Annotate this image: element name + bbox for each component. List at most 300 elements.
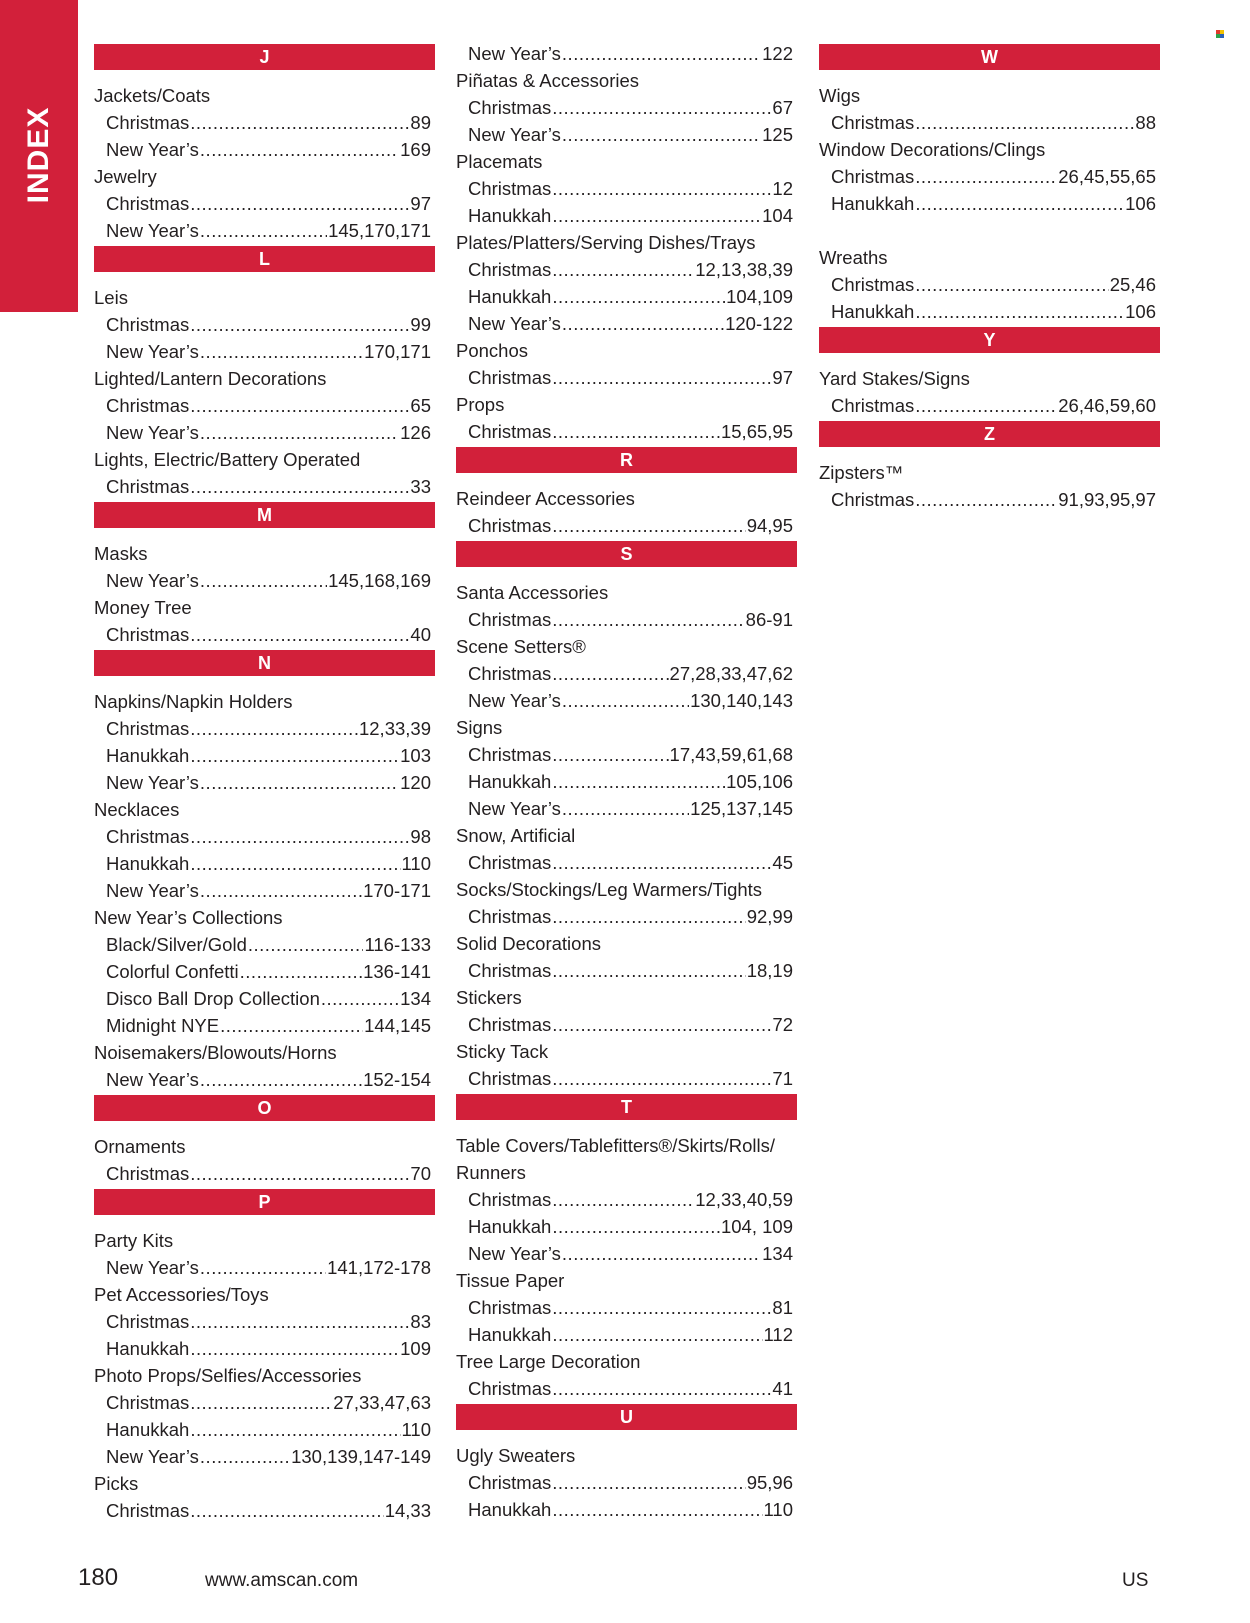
dot-leader [248, 931, 364, 958]
index-subentry [819, 190, 1160, 217]
subentry-label: New Year’s [106, 570, 199, 591]
index-heading: Scene Setters® [456, 636, 586, 657]
page-references: 45 [772, 852, 793, 873]
dot-leader [190, 190, 409, 217]
subentry-label: Christmas [468, 97, 552, 118]
page-references: 33 [410, 476, 431, 497]
page-references: 120 [400, 772, 431, 793]
index-heading: Jewelry [94, 166, 157, 187]
dot-leader [562, 687, 689, 714]
subentry-label: New Year’s [106, 220, 199, 241]
dot-leader [200, 1443, 290, 1470]
corner-color-mark [1216, 30, 1224, 38]
subentry-label: Christmas [106, 1392, 190, 1413]
page-references: 145,168,169 [328, 570, 431, 591]
index-subentry [94, 823, 435, 850]
page-references: 125 [762, 124, 793, 145]
page-references: 110 [763, 1499, 793, 1520]
page-references: 26,45,55,65 [1058, 166, 1156, 187]
index-subentry [94, 1308, 435, 1335]
index-heading: Leis [94, 287, 128, 308]
letter-section-bar: S [456, 541, 797, 567]
index-subentry [94, 931, 435, 958]
entry-gap [819, 217, 1160, 244]
subentry-label: Colorful Confetti [106, 961, 239, 982]
index-subentry [456, 1469, 797, 1496]
dot-leader [552, 1496, 762, 1523]
subentry-label: Hanukkah [468, 286, 552, 307]
dot-leader [552, 512, 745, 539]
dot-leader [190, 109, 409, 136]
index-subentry [94, 1335, 435, 1362]
dot-leader [190, 715, 358, 742]
subentry-label: Hanukkah [831, 193, 915, 214]
index-subentry [456, 795, 797, 822]
index-subentry [456, 768, 797, 795]
index-heading: Sticky Tack [456, 1041, 549, 1062]
index-heading: Money Tree [94, 597, 192, 618]
page-references: 141,172-178 [327, 1257, 431, 1278]
subentry-label: Christmas [106, 395, 190, 416]
subentry-label: Christmas [106, 718, 190, 739]
dot-leader [915, 190, 1124, 217]
subentry-label: New Year’s [468, 313, 561, 334]
index-subentry [94, 1389, 435, 1416]
letter-section-bar: R [456, 447, 797, 473]
letter-section-bar: O [94, 1095, 435, 1121]
index-subentry [456, 1065, 797, 1092]
subentry-label: Hanukkah [468, 771, 552, 792]
dot-leader [915, 163, 1057, 190]
index-column-2 [456, 40, 797, 1523]
index-subentry [456, 687, 797, 714]
index-subentry [94, 715, 435, 742]
page-references: 98 [410, 826, 431, 847]
dot-leader [200, 136, 399, 163]
index-subentry [456, 1240, 797, 1267]
dot-leader [915, 109, 1134, 136]
page-references: 12 [772, 178, 793, 199]
index-heading: Socks/Stockings/Leg Warmers/Tights [456, 879, 763, 900]
index-subentry [94, 109, 435, 136]
index-subentry [456, 1294, 797, 1321]
dot-leader [915, 486, 1057, 513]
dot-leader [190, 621, 409, 648]
page-references: 89 [410, 112, 431, 133]
index-heading: Yard Stakes/Signs [819, 368, 970, 389]
index-subentry [94, 311, 435, 338]
letter-section-bar: Y [819, 327, 1160, 353]
dot-leader [552, 903, 745, 930]
page-references: 130,139,147-149 [291, 1446, 431, 1467]
index-subentry [456, 418, 797, 445]
dot-leader [552, 418, 720, 445]
index-heading: Ugly Sweaters [456, 1445, 576, 1466]
index-subentry [94, 621, 435, 648]
subentry-label: Christmas [468, 259, 552, 280]
dot-leader [200, 217, 327, 244]
dot-leader [552, 175, 771, 202]
subentry-label: Christmas [468, 1472, 552, 1493]
dot-leader [200, 419, 399, 446]
page-references: 72 [772, 1014, 793, 1035]
dot-leader [200, 1254, 326, 1281]
dot-leader [552, 606, 744, 633]
index-subentry [94, 1497, 435, 1524]
index-heading: Props [456, 394, 505, 415]
page-references: 106 [1125, 301, 1156, 322]
footer-region: US [1122, 1570, 1149, 1591]
subentry-label: New Year’s [468, 43, 561, 64]
dot-leader [552, 283, 725, 310]
subentry-label: Hanukkah [106, 1338, 190, 1359]
page-references: 170-171 [363, 880, 431, 901]
page-references: 136-141 [363, 961, 431, 982]
page-references: 15,65,95 [720, 421, 793, 442]
page-references: 134 [400, 988, 431, 1009]
index-heading: Snow, Artificial [456, 825, 576, 846]
dot-leader [552, 849, 771, 876]
dot-leader [562, 795, 689, 822]
letter-section-bar: M [94, 502, 435, 528]
page-references: 130,140,143 [690, 690, 793, 711]
page-references: 104,109 [726, 286, 793, 307]
index-heading: Zipsters™ [819, 462, 904, 483]
page-references: 120-122 [725, 313, 793, 334]
subentry-label: Christmas [468, 367, 552, 388]
dot-leader [552, 1294, 771, 1321]
dot-leader [552, 1213, 720, 1240]
letter-section-bar: Z [819, 421, 1160, 447]
subentry-label: Christmas [106, 624, 190, 645]
dot-leader [552, 1011, 771, 1038]
index-subentry [94, 850, 435, 877]
subentry-label: New Year’s [468, 798, 561, 819]
subentry-label: Christmas [468, 744, 552, 765]
page-references: 134 [762, 1243, 793, 1264]
footer-url[interactable]: www.amscan.com [205, 1570, 359, 1591]
index-heading: Noisemakers/Blowouts/Horns [94, 1042, 337, 1063]
index-heading: Party Kits [94, 1230, 174, 1251]
index-heading: New Year’s Collections [94, 907, 283, 928]
dot-leader [552, 1469, 745, 1496]
subentry-label: Hanukkah [106, 853, 190, 874]
index-column-3 [819, 42, 1160, 513]
index-subentry [456, 40, 797, 67]
subentry-label: Christmas [106, 193, 190, 214]
index-subentry [819, 109, 1160, 136]
subentry-label: Christmas [468, 515, 552, 536]
index-heading: Plates/Platters/Serving Dishes/Trays [456, 232, 756, 253]
index-subentry [94, 419, 435, 446]
page-references: 97 [410, 193, 431, 214]
page-references: 17,43,59,61,68 [669, 744, 793, 765]
dot-leader [915, 271, 1108, 298]
index-subentry [456, 310, 797, 337]
page-references: 95,96 [746, 1472, 793, 1493]
subentry-label: Hanukkah [468, 1216, 552, 1237]
dot-leader [200, 877, 362, 904]
index-subentry [819, 298, 1160, 325]
dot-leader [562, 1240, 761, 1267]
subentry-label: New Year’s [106, 1446, 199, 1467]
subentry-label: Christmas [468, 421, 552, 442]
subentry-label: Hanukkah [831, 301, 915, 322]
index-subentry [456, 903, 797, 930]
page-references: 152-154 [363, 1069, 431, 1090]
dot-leader [200, 769, 399, 796]
subentry-label: Hanukkah [468, 205, 552, 226]
page-references: 125,137,145 [690, 798, 793, 819]
dot-leader [190, 823, 409, 850]
page-references: 104, 109 [720, 1216, 793, 1237]
page-references: 116-133 [364, 934, 431, 955]
dot-leader [190, 1389, 332, 1416]
subentry-label: Christmas [468, 663, 552, 684]
subentry-label: New Year’s [106, 1069, 199, 1090]
letter-section-bar: J [94, 44, 435, 70]
dot-leader [552, 957, 745, 984]
index-subentry [456, 121, 797, 148]
dot-leader [552, 364, 771, 391]
index-heading: Jackets/Coats [94, 85, 211, 106]
subentry-label: Christmas [468, 178, 552, 199]
page-references: 40 [410, 624, 431, 645]
index-heading: Wigs [819, 85, 861, 106]
index-subentry [94, 877, 435, 904]
subentry-label: Hanukkah [468, 1499, 552, 1520]
index-heading: Necklaces [94, 799, 180, 820]
page-references: 12,33,39 [358, 718, 431, 739]
index-subentry [819, 486, 1160, 513]
dot-leader [190, 1160, 409, 1187]
index-subentry [456, 741, 797, 768]
page-references: 109 [400, 1338, 431, 1359]
subentry-label: Christmas [831, 395, 915, 416]
index-heading: Ponchos [456, 340, 528, 361]
dot-leader [190, 1497, 383, 1524]
subentry-label: New Year’s [106, 880, 199, 901]
page-references: 27,28,33,47,62 [669, 663, 793, 684]
dot-leader [190, 1416, 400, 1443]
page-references: 67 [772, 97, 793, 118]
index-heading: Table Covers/Tablefitters®/Skirts/Rolls/ [456, 1135, 775, 1156]
index-subentry [456, 1321, 797, 1348]
dot-leader [552, 660, 668, 687]
index-subentry [456, 512, 797, 539]
letter-section-bar: N [94, 650, 435, 676]
index-heading: Picks [94, 1473, 139, 1494]
letter-section-bar: U [456, 1404, 797, 1430]
subentry-label: New Year’s [468, 124, 561, 145]
page-references: 92,99 [746, 906, 793, 927]
dot-leader [562, 121, 761, 148]
index-subentry [456, 1186, 797, 1213]
dot-leader [200, 338, 363, 365]
index-heading: Photo Props/Selfies/Accessories [94, 1365, 362, 1386]
page-references: 86-91 [745, 609, 793, 630]
index-subentry [819, 392, 1160, 419]
index-subentry [94, 958, 435, 985]
subentry-label: Christmas [831, 166, 915, 187]
subentry-label: Christmas [106, 1500, 190, 1521]
index-subentry [94, 136, 435, 163]
index-heading: Solid Decorations [456, 933, 601, 954]
index-subentry [819, 163, 1160, 190]
subentry-label: Christmas [831, 274, 915, 295]
index-subentry [456, 660, 797, 687]
page-references: 27,33,47,63 [333, 1392, 431, 1413]
dot-leader [552, 741, 668, 768]
index-subentry [94, 338, 435, 365]
page-references: 106 [1125, 193, 1156, 214]
index-subentry [456, 957, 797, 984]
index-subentry [456, 1011, 797, 1038]
page-references: 41 [772, 1378, 793, 1399]
index-heading: Lights, Electric/Battery Operated [94, 449, 361, 470]
subentry-label: Christmas [106, 314, 190, 335]
letter-section-bar: T [456, 1094, 797, 1120]
subentry-label: Christmas [831, 489, 915, 510]
subentry-label: Midnight NYE [106, 1015, 220, 1036]
page-references: 145,170,171 [328, 220, 431, 241]
letter-section-bar: W [819, 44, 1160, 70]
index-subentry [456, 1213, 797, 1240]
subentry-label: Disco Ball Drop Collection [106, 988, 320, 1009]
index-heading: Stickers [456, 987, 522, 1008]
page-references: 71 [772, 1068, 793, 1089]
subentry-label: Christmas [468, 1068, 552, 1089]
subentry-label: Hanukkah [106, 1419, 190, 1440]
page-references: 112 [763, 1324, 793, 1345]
subentry-label: New Year’s [468, 1243, 561, 1264]
dot-leader [552, 256, 694, 283]
index-subentry [456, 849, 797, 876]
subentry-label: Christmas [468, 1378, 552, 1399]
index-heading: Santa Accessories [456, 582, 609, 603]
subentry-label: Christmas [106, 1163, 190, 1184]
page-references: 88 [1135, 112, 1156, 133]
subentry-label: New Year’s [468, 690, 561, 711]
index-column-1 [94, 42, 435, 1524]
subentry-label: Hanukkah [106, 745, 190, 766]
page-references: 65 [410, 395, 431, 416]
subentry-label: Christmas [106, 476, 190, 497]
page-references: 18,19 [746, 960, 793, 981]
page-number: 180 [78, 1564, 119, 1591]
page-references: 81 [772, 1297, 793, 1318]
dot-leader [190, 742, 399, 769]
index-subentry [94, 769, 435, 796]
dot-leader [190, 311, 409, 338]
index-subentry [94, 1416, 435, 1443]
dot-leader [552, 94, 771, 121]
page-references: 12,33,40,59 [695, 1189, 793, 1210]
subentry-label: Christmas [468, 1014, 552, 1035]
index-subentry [94, 1443, 435, 1470]
subentry-label: Christmas [468, 609, 552, 630]
index-heading: Window Decorations/Clings [819, 139, 1046, 160]
subentry-label: Hanukkah [468, 1324, 552, 1345]
dot-leader [552, 1186, 694, 1213]
page-references: 14,33 [384, 1500, 431, 1521]
subentry-label: New Year’s [106, 772, 199, 793]
index-heading: Tree Large Decoration [456, 1351, 641, 1372]
subentry-label: Christmas [468, 852, 552, 873]
dot-leader [190, 1335, 399, 1362]
index-subentry [456, 283, 797, 310]
index-subentry [94, 1160, 435, 1187]
page-references: 144,145 [364, 1015, 431, 1036]
subentry-label: Christmas [831, 112, 915, 133]
subentry-label: Christmas [106, 1311, 190, 1332]
index-heading: Pet Accessories/Toys [94, 1284, 269, 1305]
dot-leader [321, 985, 399, 1012]
letter-section-bar: L [94, 246, 435, 272]
index-tab-label: INDEX [22, 106, 55, 204]
page-references: 105,106 [726, 771, 793, 792]
page-references: 110 [401, 1419, 431, 1440]
page-references: 94,95 [746, 515, 793, 536]
index-heading: Lighted/Lantern Decorations [94, 368, 327, 389]
page-references: 122 [762, 43, 793, 64]
index-subentry [456, 1496, 797, 1523]
index-subentry [94, 392, 435, 419]
page-references: 91,93,95,97 [1058, 489, 1156, 510]
index-heading: Reindeer Accessories [456, 488, 635, 509]
page-references: 12,13,38,39 [695, 259, 793, 280]
page-references: 97 [772, 367, 793, 388]
dot-leader [552, 1375, 771, 1402]
subentry-label: Christmas [106, 112, 190, 133]
subentry-label: Christmas [106, 826, 190, 847]
dot-leader [190, 392, 409, 419]
dot-leader [915, 392, 1057, 419]
index-subentry [94, 1254, 435, 1281]
dot-leader [552, 768, 725, 795]
subentry-label: Christmas [468, 1297, 552, 1318]
page-references: 110 [401, 853, 431, 874]
index-heading: Ornaments [94, 1136, 186, 1157]
index-subentry [456, 606, 797, 633]
dot-leader [220, 1012, 363, 1039]
index-heading: Signs [456, 717, 503, 738]
letter-section-bar: P [94, 1189, 435, 1215]
dot-leader [552, 202, 761, 229]
index-subentry [94, 1066, 435, 1093]
subentry-label: Black/Silver/Gold [106, 934, 247, 955]
page-references: 83 [410, 1311, 431, 1332]
page-references: 26,46,59,60 [1058, 395, 1156, 416]
index-side-tab [0, 0, 78, 312]
index-subentry [94, 217, 435, 244]
index-heading: Piñatas & Accessories [456, 70, 640, 91]
dot-leader [190, 1308, 409, 1335]
subentry-label: New Year’s [106, 422, 199, 443]
dot-leader [552, 1065, 771, 1092]
index-subentry [456, 175, 797, 202]
index-heading: Runners [456, 1162, 526, 1183]
dot-leader [562, 40, 761, 67]
index-subentry [456, 202, 797, 229]
dot-leader [200, 567, 327, 594]
index-subentry [456, 94, 797, 121]
dot-leader [915, 298, 1124, 325]
page-references: 70 [410, 1163, 431, 1184]
index-heading: Napkins/Napkin Holders [94, 691, 293, 712]
index-heading: Placemats [456, 151, 543, 172]
index-subentry [94, 190, 435, 217]
